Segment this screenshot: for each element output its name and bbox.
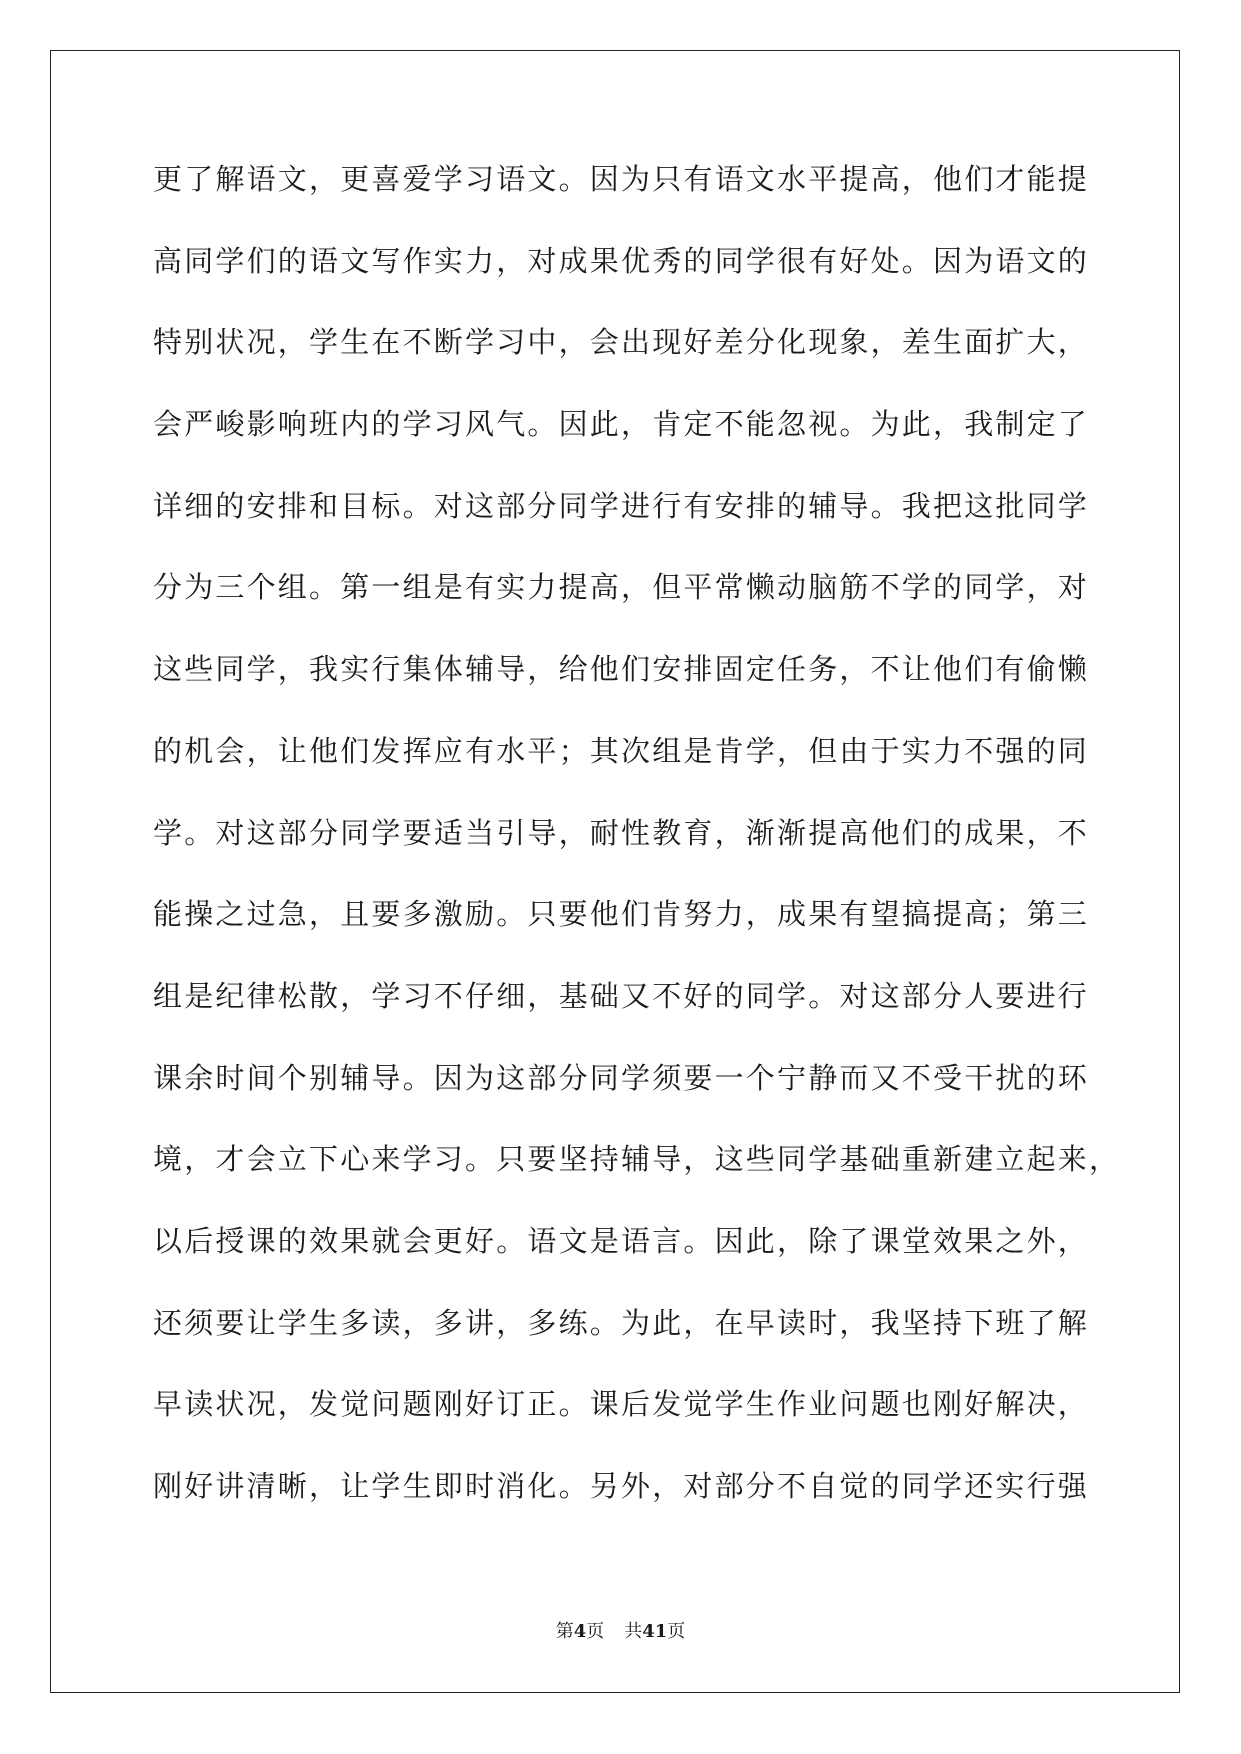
text-line: 这些同学，我实行集体辅导，给他们安排固定任务，不让他们有偷懒 xyxy=(153,652,1090,687)
text-line: 境，才会立下心来学习。只要坚持辅导，这些同学基础重新建立起来， xyxy=(153,1142,1121,1177)
text-line: 会严峻影响班内的学习风气。因此，肯定不能忽视。为此，我制定了 xyxy=(153,407,1090,442)
text-line: 早读状况，发觉问题刚好订正。课后发觉学生作业问题也刚好解决， xyxy=(153,1387,1090,1422)
text-line: 课余时间个别辅导。因为这部分同学须要一个宁静而又不受干扰的环 xyxy=(153,1060,1090,1095)
page-prefix: 第 xyxy=(555,1621,574,1642)
text-line: 还须要让学生多读，多讲，多练。为此，在早读时，我坚持下班了解 xyxy=(153,1305,1090,1340)
text-line: 组是纪律松散，学习不仔细，基础又不好的同学。对这部分人要进行 xyxy=(153,978,1090,1013)
page-number: 4 xyxy=(573,1621,587,1642)
body-text xyxy=(153,159,1121,1548)
text-line: 更了解语文，更喜爱学习语文。因为只有语文水平提高，他们才能提 xyxy=(153,162,1090,196)
total-pages: 41 xyxy=(642,1621,668,1642)
text-line: 学。对这部分同学要适当引导，耐性教育，渐渐提高他们的成果，不 xyxy=(153,815,1090,850)
total-prefix: 共 xyxy=(624,1621,643,1642)
page-suffix: 页 xyxy=(586,1621,605,1642)
text-line: 的机会，让他们发挥应有水平；其次组是肯学，但由于实力不强的同 xyxy=(153,733,1090,768)
text-line: 刚好讲清晰，让学生即时消化。另外，对部分不自觉的同学还实行强 xyxy=(153,1469,1090,1503)
text-line: 分为三个组。第一组是有实力提高，但平常懒动脑筋不学的同学，对 xyxy=(153,570,1090,605)
text-line: 详细的安排和目标。对这部分同学进行有安排的辅导。我把这批同学 xyxy=(153,488,1090,523)
text-line: 以后授课的效果就会更好。语文是语言。因此，除了课堂效果之外， xyxy=(153,1223,1090,1258)
total-suffix: 页 xyxy=(667,1621,686,1642)
page-footer xyxy=(0,1621,1241,1643)
text-line: 能操之过急，且要多激励。只要他们肯努力，成果有望搞提高；第三 xyxy=(153,897,1090,932)
text-line: 特别状况，学生在不断学习中，会出现好差分化现象，差生面扩大， xyxy=(153,325,1090,360)
text-line: 高同学们的语文写作实力，对成果优秀的同学很有好处。因为语文的 xyxy=(153,243,1090,278)
